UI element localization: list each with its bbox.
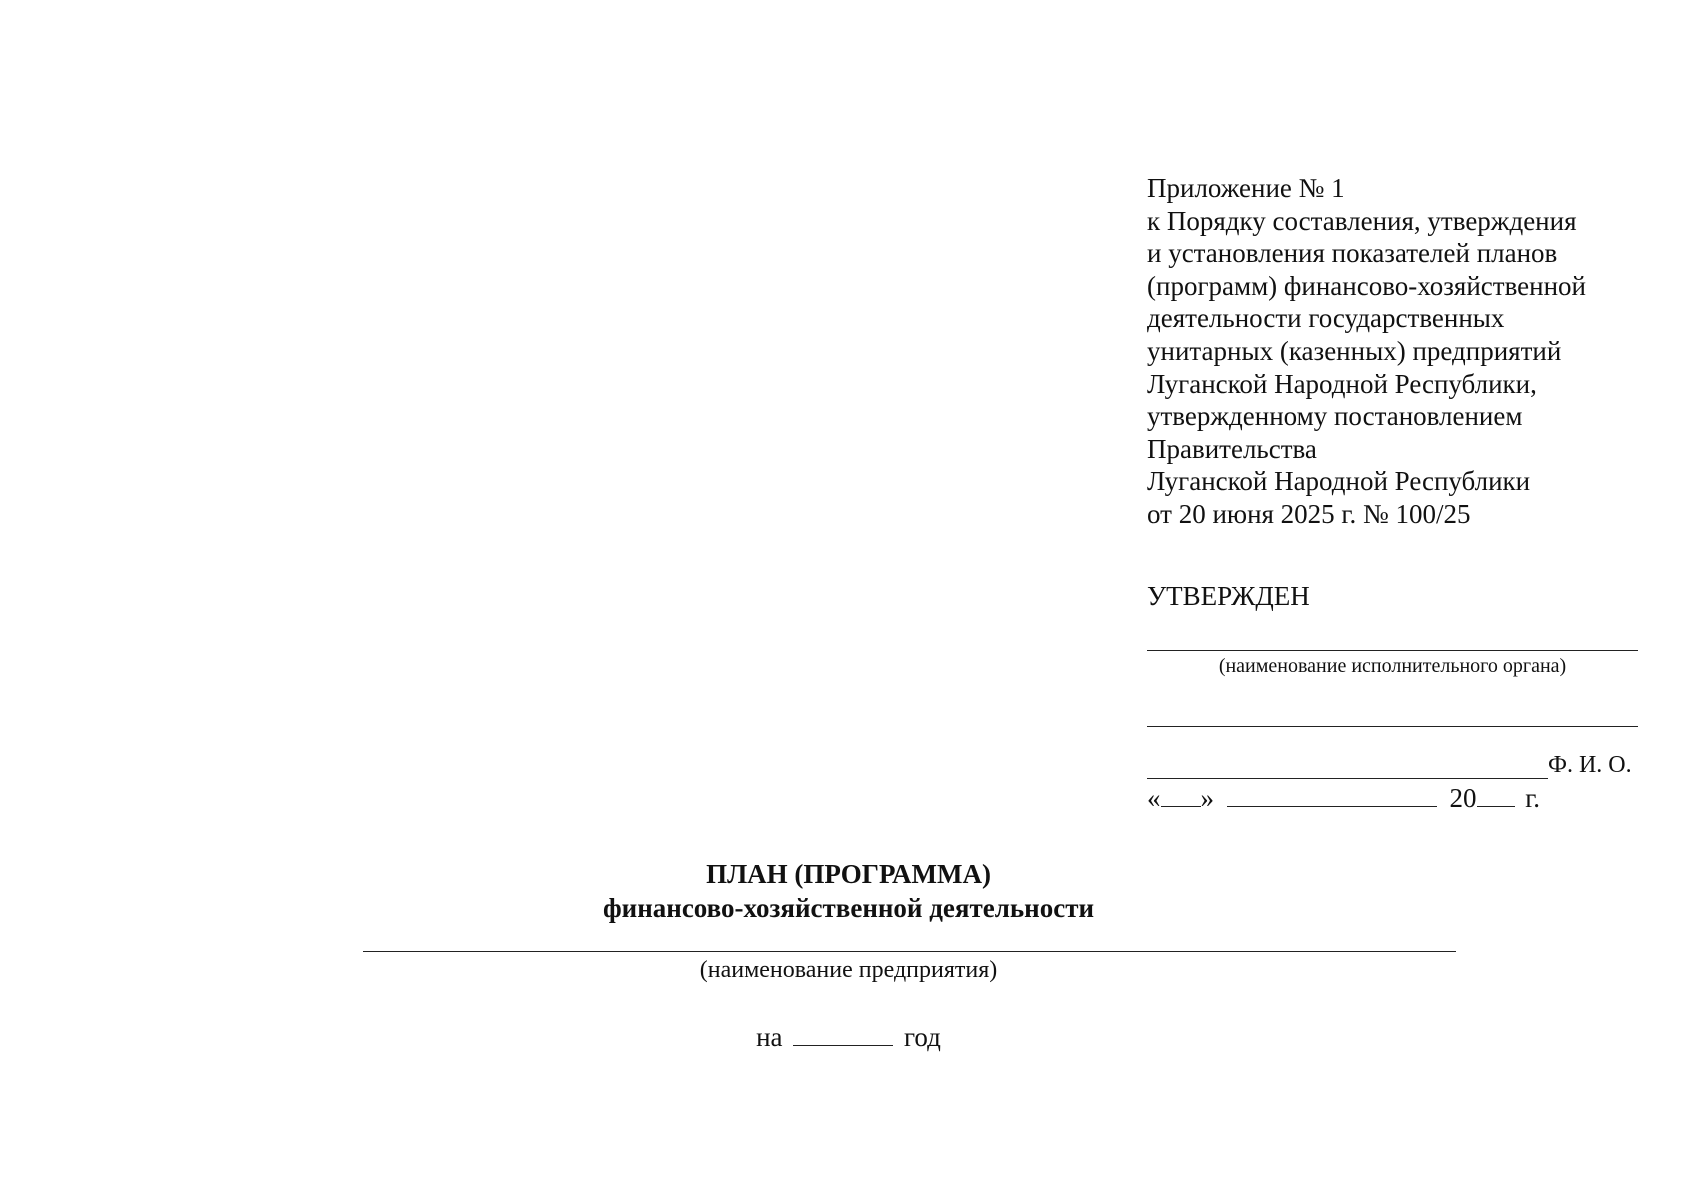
appendix-line: Луганской Народной Республики, <box>1147 368 1537 399</box>
approval-date <box>1147 782 1540 814</box>
plan-subtitle: финансово-хозяйственной деятельности <box>602 893 1095 923</box>
approval-title: УТВЕРЖДЕН <box>1147 581 1310 611</box>
year-word: год <box>904 1022 941 1052</box>
day-blank <box>1161 784 1201 807</box>
enterprise-name-line <box>363 951 1456 952</box>
signature-row <box>1147 751 1638 781</box>
appendix-header <box>1147 172 1667 531</box>
appendix-line: и установления показателей планов <box>1147 238 1558 269</box>
appendix-line: утвержденному постановлением <box>1147 401 1523 432</box>
appendix-line: унитарных (казенных) предприятий <box>1147 335 1562 366</box>
appendix-line: от 20 июня 2025 г. № 100/25 <box>1147 498 1471 529</box>
plan-title: ПЛАН (ПРОГРАММА) <box>706 859 991 889</box>
position-line <box>1147 726 1638 727</box>
year-blank <box>1477 784 1515 807</box>
appendix-line: деятельности государственных <box>1147 303 1505 334</box>
appendix-line: Правительства <box>1147 433 1317 464</box>
plan-year-blank <box>793 1023 893 1046</box>
month-blank <box>1227 784 1437 807</box>
year-suffix: г. <box>1525 783 1541 813</box>
plan-year-row <box>0 1021 1697 1053</box>
signature-line <box>1147 778 1548 779</box>
date-open-quote: « <box>1147 783 1161 813</box>
year-prefix: на <box>756 1022 783 1052</box>
approval-block <box>1147 580 1638 813</box>
date-close-quote: » <box>1200 783 1214 813</box>
appendix-line: к Порядку составления, утверждения <box>1147 205 1577 236</box>
century: 20 <box>1449 783 1477 813</box>
enterprise-name-caption: (наименование предприятия) <box>699 957 998 983</box>
appendix-line: Луганской Народной Республики <box>1147 466 1531 497</box>
fio-label: Ф. И. О. <box>1548 752 1632 778</box>
appendix-line: Приложение № 1 <box>1147 173 1345 203</box>
appendix-line: (программ) финансово-хозяйственной <box>1147 270 1586 301</box>
org-name-caption: (наименование исполнительного органа) <box>1218 655 1567 677</box>
org-name-line <box>1147 650 1638 651</box>
